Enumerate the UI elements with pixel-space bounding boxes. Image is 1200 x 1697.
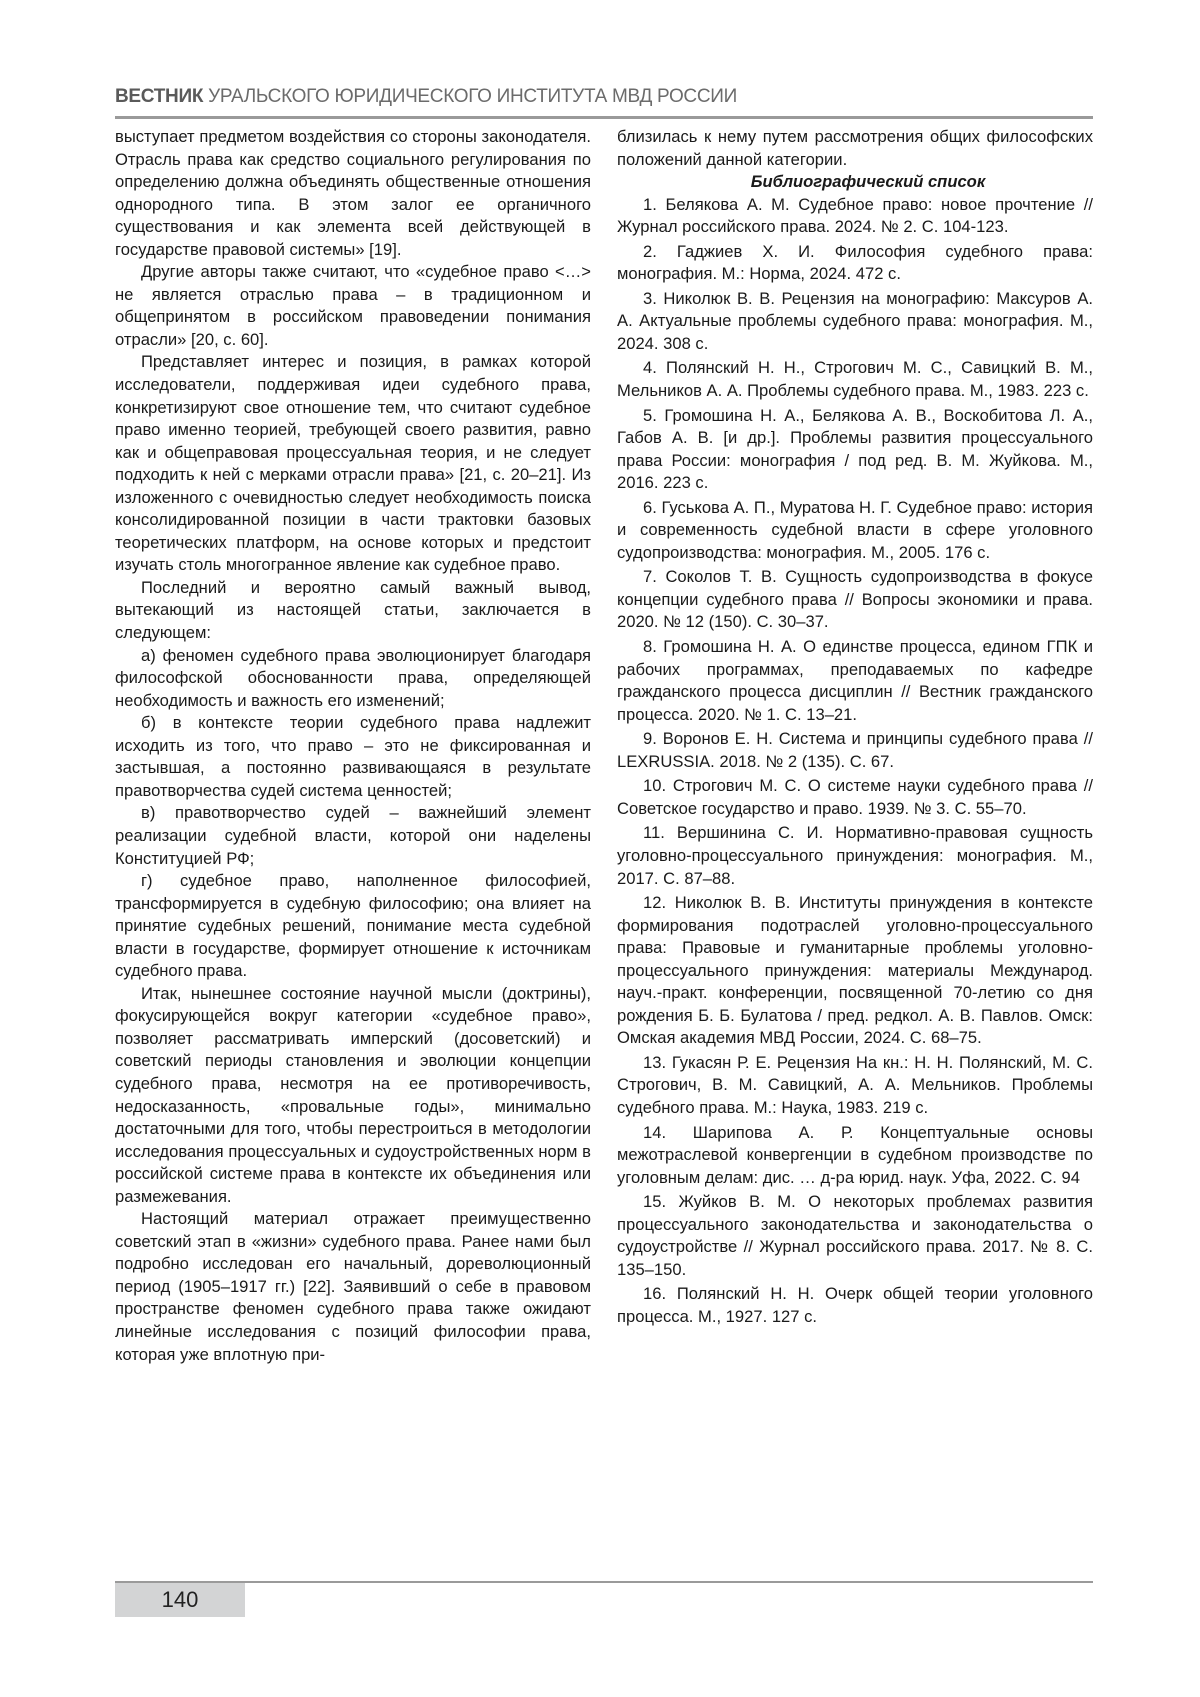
bibliography-item: 13. Гукасян Р. Е. Рецензия На кн.: Н. Н. Полянский, М. С. Строгович, В. М. Савицкий, А. А. Мельников. Проблемы судебного права. М.: Наука, 1983. 219 с. xyxy=(617,1052,1093,1120)
paragraph: Последний и вероятно самый важный вывод, вытекающий из настоящей статьи, заключается в следующем: xyxy=(115,577,591,645)
bibliography-item: 15. Жуйков В. М. О некоторых проблемах развития процессуального законодательства и законодательства о судоустройстве // Журнал российского права. 2017. № 8. С. 135–150. xyxy=(617,1191,1093,1281)
footer-divider xyxy=(115,1581,1093,1583)
paragraph: Итак, нынешнее состояние научной мысли (доктрины), фокусирующейся вокруг категории «судебное право», позволяет рассматривать имперский (досоветский) и советский периоды становления и эволюции концепции судебного права, несмотря на ее противоречивость, недосказанность, «провальные годы», минимально достаточными для того, чтобы перестроиться в методологии исследования процессуальных и судоустройственных норм в российской системе права в контексте их объединения или размежевания. xyxy=(115,983,591,1208)
bibliography-item: 3. Николюк В. В. Рецензия на монографию: Максуров А. А. Актуальные проблемы судебного права: монография. М., 2024. 308 с. xyxy=(617,288,1093,356)
bibliography-item: 5. Громошина Н. А., Белякова А. В., Воскобитова Л. А., Габов А. В. [и др.]. Проблемы развития процессуального права России: монография / под ред. В. М. Жуйкова. М., 2016. 223 с. xyxy=(617,405,1093,495)
paragraph: г) судебное право, наполненное философией, трансформируется в судебную философию; она влияет на принятие судебных решений, понимание места судебной власти в государстве, формирует отношение к источникам судебного права. xyxy=(115,870,591,983)
bibliography-item: 8. Громошина Н. А. О единстве процесса, едином ГПК и рабочих программах, преподаваемых по кафедре гражданского процесса дисциплин // Вестник гражданского процесса. 2020. № 1. С. 13–21. xyxy=(617,636,1093,726)
paragraph: б) в контексте теории судебного права надлежит исходить из того, что право – это не фиксированная и застывшая, а постоянно развивающаяся в результате правотворчества судей система ценностей; xyxy=(115,712,591,802)
header-divider xyxy=(115,116,1093,119)
bibliography-item: 4. Полянский Н. Н., Строгович М. С., Савицкий В. М., Мельников А. А. Проблемы судебного права. М., 1983. 223 с. xyxy=(617,357,1093,402)
paragraph-continuation: близилась к нему путем рассмотрения общих философских положений данной категории. xyxy=(617,126,1093,171)
paragraph: а) феномен судебного права эволюционирует благодаря философской обоснованности права, определяющей необходимость и важность его изменений; xyxy=(115,645,591,713)
journal-title-bold: ВЕСТНИК xyxy=(115,86,203,107)
bibliography-item: 9. Воронов Е. Н. Система и принципы судебного права // LEXRUSSIA. 2018. № 2 (135). С. 67. xyxy=(617,728,1093,773)
paragraph: выступает предметом воздействия со стороны законодателя. Отрасль права как средство социального регулирования по определению должна объединять общественные отношения однородного типа. В этом залог ее органичного существования и как элемента всей действующей в государстве правовой системы» [19]. xyxy=(115,126,591,261)
journal-title-rest: УРАЛЬСКОГО ЮРИДИЧЕСКОГО ИНСТИТУТА МВД РОССИИ xyxy=(203,86,737,107)
page-number: 140 xyxy=(115,1583,245,1617)
bibliography-item: 14. Шарипова А. Р. Концептуальные основы межотраслевой конвергенции в судебном производстве по уголовным делам: дис. … д-ра юрид. наук. Уфа, 2022. С. 94 xyxy=(617,1122,1093,1190)
bibliography-item: 10. Строгович М. С. О системе науки судебного права // Советское государство и право. 1939. № 3. С. 55–70. xyxy=(617,775,1093,820)
paragraph: в) правотворчество судей – важнейший элемент реализации судебной власти, которой они наделены Конституцией РФ; xyxy=(115,802,591,870)
bibliography-item: 6. Гуськова А. П., Муратова Н. Г. Судебное право: история и современность судебной власти в сфере уголовного судопроизводства: монография. М., 2005. 176 с. xyxy=(617,497,1093,565)
bibliography-title: Библиографический список xyxy=(617,171,1093,194)
bibliography-item: 1. Белякова А. М. Судебное право: новое прочтение // Журнал российского права. 2024. № 2. С. 104-123. xyxy=(617,194,1093,239)
left-column xyxy=(115,126,591,1366)
bibliography-item: 7. Соколов Т. В. Сущность судопроизводства в фокусе концепции судебного права // Вопросы экономики и права. 2020. № 12 (150). С. 30–37. xyxy=(617,566,1093,634)
bibliography-item: 12. Николюк В. В. Институты принуждения в контексте формирования подотраслей уголовно-процессуального права: Правовые и гуманитарные проблемы уголовно-процессуального принуждения: материалы Международ. науч.-практ. конференции, посвященной 70-летию со дня рождения Б. Б. Булатова / пред. редкол. А. В. Павлов. Омск: Омская академия МВД России, 2024. С. 68–75. xyxy=(617,892,1093,1050)
bibliography-list xyxy=(617,194,1093,1329)
bibliography-item: 11. Вершинина С. И. Нормативно-правовая сущность уголовно-процессуального принуждения: монография. М., 2017. С. 87–88. xyxy=(617,822,1093,890)
bibliography-item: 2. Гаджиев Х. И. Философия судебного права: монография. М.: Норма, 2024. 472 с. xyxy=(617,241,1093,286)
running-header xyxy=(115,86,737,108)
paragraph: Настоящий материал отражает преимущественно советский этап в «жизни» судебного права. Ранее нами был подробно исследован его начальный, дореволюционный период (1905–1917 гг.) [22]. Заявивший о себе в правовом пространстве феномен судебного права также ожидают линейные исследования с позиций философии права, которая уже вплотную при- xyxy=(115,1208,591,1366)
paragraph: Представляет интерес и позиция, в рамках которой исследователи, поддерживая идеи судебного права, конкретизируют свое отношение тем, что считают судебное право именно теорией, требующей своего развития, равно как и общеправовая процессуальная теория, и не следует подходить к ней с мерками отрасли права» [21, с. 20–21]. Из изложенного с очевидностью следует необходимость поиска консолидированной позиции в части трактовки базовых теоретических платформ, на основе которых и предстоит изучать столь многогранное явление как судебное право. xyxy=(115,351,591,576)
right-column xyxy=(617,126,1093,1330)
paragraph: Другие авторы также считают, что «судебное право <…> не является отраслью права – в традиционном и общепринятом в российском правоведении понимания отрасли» [20, с. 60]. xyxy=(115,261,591,351)
bibliography-item: 16. Полянский Н. Н. Очерк общей теории уголовного процесса. М., 1927. 127 с. xyxy=(617,1283,1093,1328)
